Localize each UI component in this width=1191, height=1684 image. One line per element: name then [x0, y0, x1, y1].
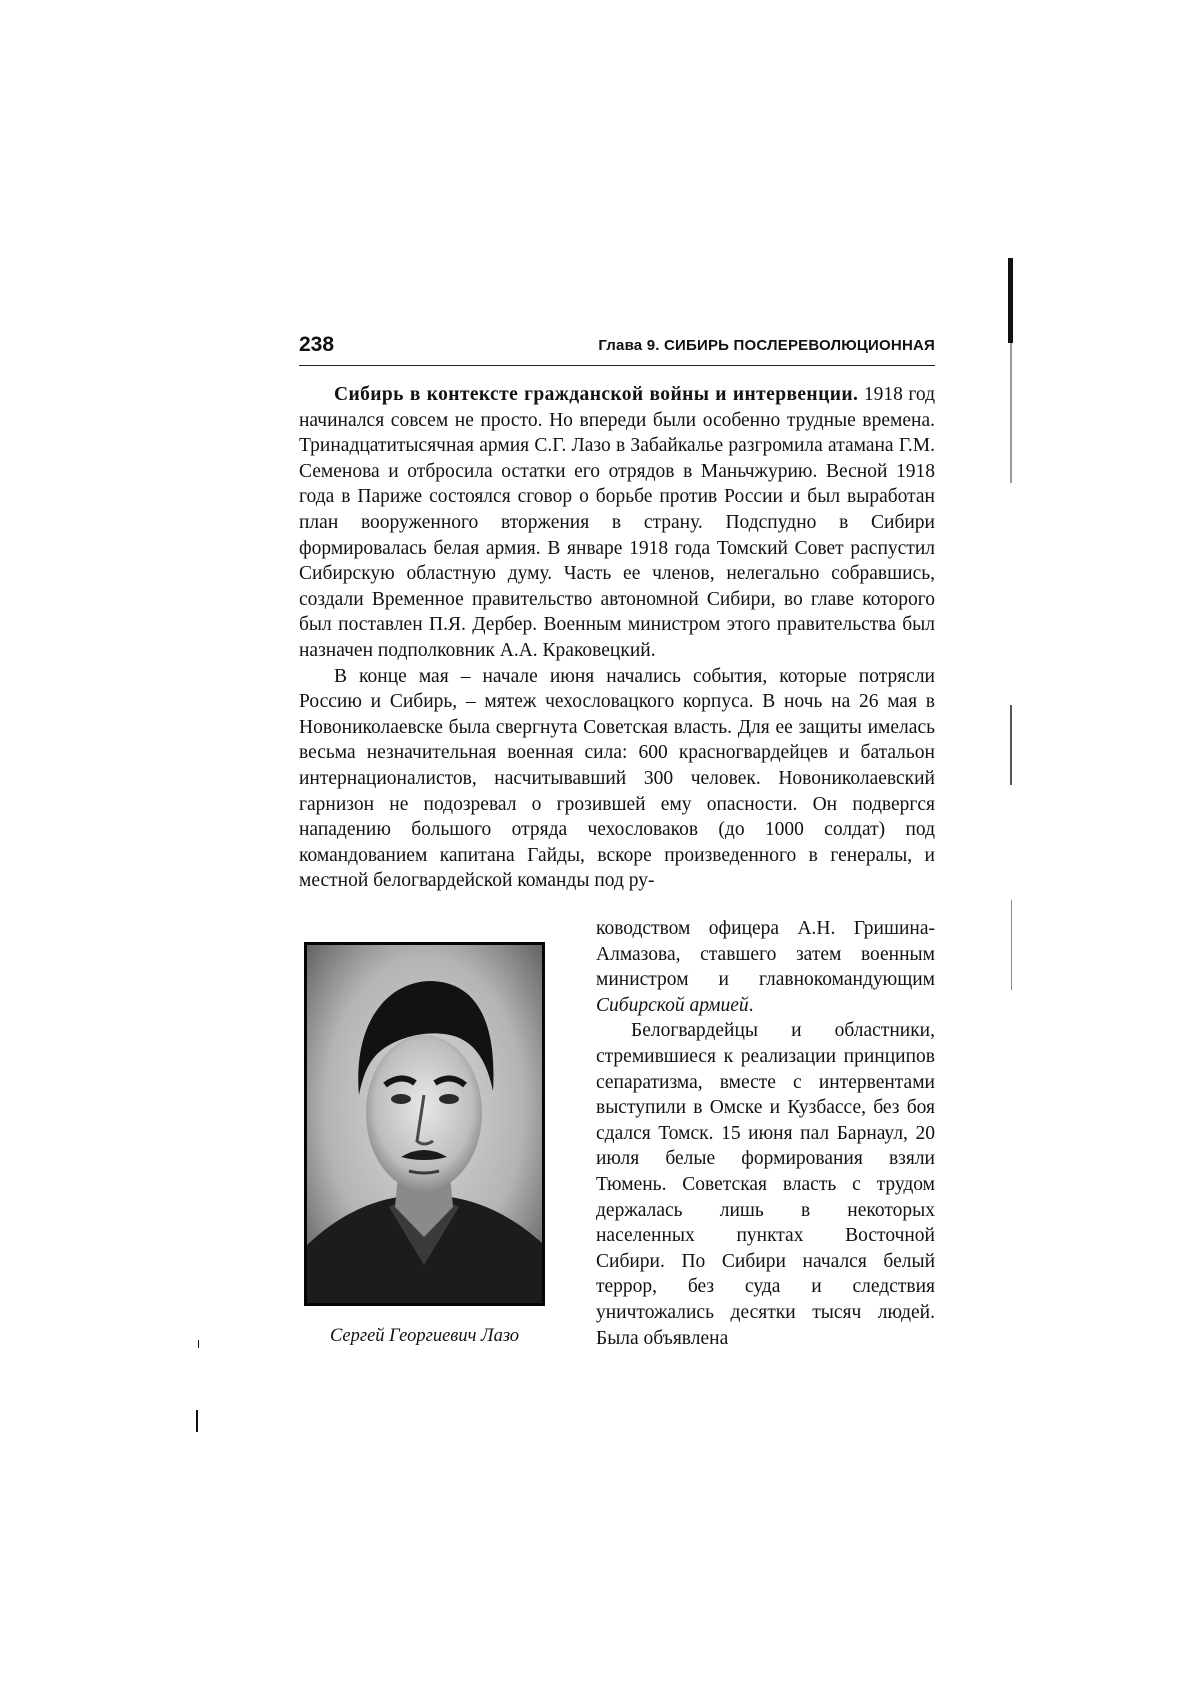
wrapped-text-column: [596, 916, 935, 1351]
page-number: 238: [299, 333, 335, 356]
italic-term: Сибирской армией: [596, 994, 749, 1016]
scan-edge-mark: [196, 1410, 198, 1432]
scan-edge-mark: [1011, 900, 1012, 990]
chapter-title: Глава 9. СИБИРЬ ПОСЛЕРЕВОЛЮЦИОННАЯ: [598, 337, 935, 354]
scan-edge-mark: [1008, 258, 1013, 343]
portrait-photo: [304, 942, 545, 1306]
paragraph-1: [299, 382, 935, 664]
portrait-image: [307, 945, 542, 1303]
main-text: [299, 382, 935, 894]
running-head: [299, 333, 935, 366]
paragraph-3: Белогвардейцы и областники, стремившиеся к реализации принципов сепаратизма, вместе с интервентами выступили в Омске и Кузбассе, без боя сдался Томск. 15 июня пал Барнаул, 20 июля белые формирования взяли Тюмень. Советская власть с трудом держалась лишь в некоторых населенных пунктах Восточной Сибири. По Сибири начался белый террор, без суда и следствия уничтожались десятки тысяч людей. Была объявлена: [596, 1020, 935, 1349]
section-heading: Сибирь в контексте гражданской войны и интервенции.: [334, 384, 859, 405]
paragraph-1-text: 1918 год начинался совсем не просто. Но впереди были особенно трудные времена. Тринадцатитысячная армия С.Г. Лазо в Забайкалье разгромила атамана Г.М. Семенова и отбросила остатки его отрядов в Маньчжурию. Весной 1918 года в Париже состоялся сговор о борьбе против России и был выработан план вооруженного вторжения в страну. Подспудно в Сибири формировалась белая армия. В январе 1918 года Томский Совет распустил Сибирскую областную думу. Часть ее членов, нелегально собравшись, создали Временное правительство автономной Сибири, во главе которого был поставлен П.Я. Дербер. Военным министром этого правительства был назначен подполковник А.А. Краковецкий.: [299, 384, 936, 661]
photo-caption: Сергей Георгиевич Лазо: [329, 1326, 520, 1346]
paragraph-2-continued: [596, 916, 935, 1018]
scan-edge-mark: [198, 1340, 199, 1348]
paragraph-2-end: .: [748, 994, 754, 1016]
scan-edge-mark: [1010, 705, 1012, 785]
scan-edge-mark: [1010, 343, 1012, 483]
paragraph-2-continued-text: ководством офицера А.Н. Гришина-Алмазова, ставшего затем военным министром и главнокомандующим: [596, 918, 935, 991]
paragraph-2: В конце мая – начале июня начались события, которые потрясли Россию и Сибирь, – мятеж чехословацкого корпуса. В ночь на 26 мая в Новониколаевске была свергнута Советская власть. Для ее защиты имелась весьма незначительная военная сила: 600 красногвардейцев и батальон интернационалистов, насчитывавший 300 человек. Новониколаевский гарнизон не подозревал о грозившей ему опасности. Он подвергся нападению большого отряда чехословаков (до 1000 солдат) под командованием капитана Гайды, вскоре произведенного в генералы, и местной белогвардейской команды под ру-: [299, 665, 935, 892]
